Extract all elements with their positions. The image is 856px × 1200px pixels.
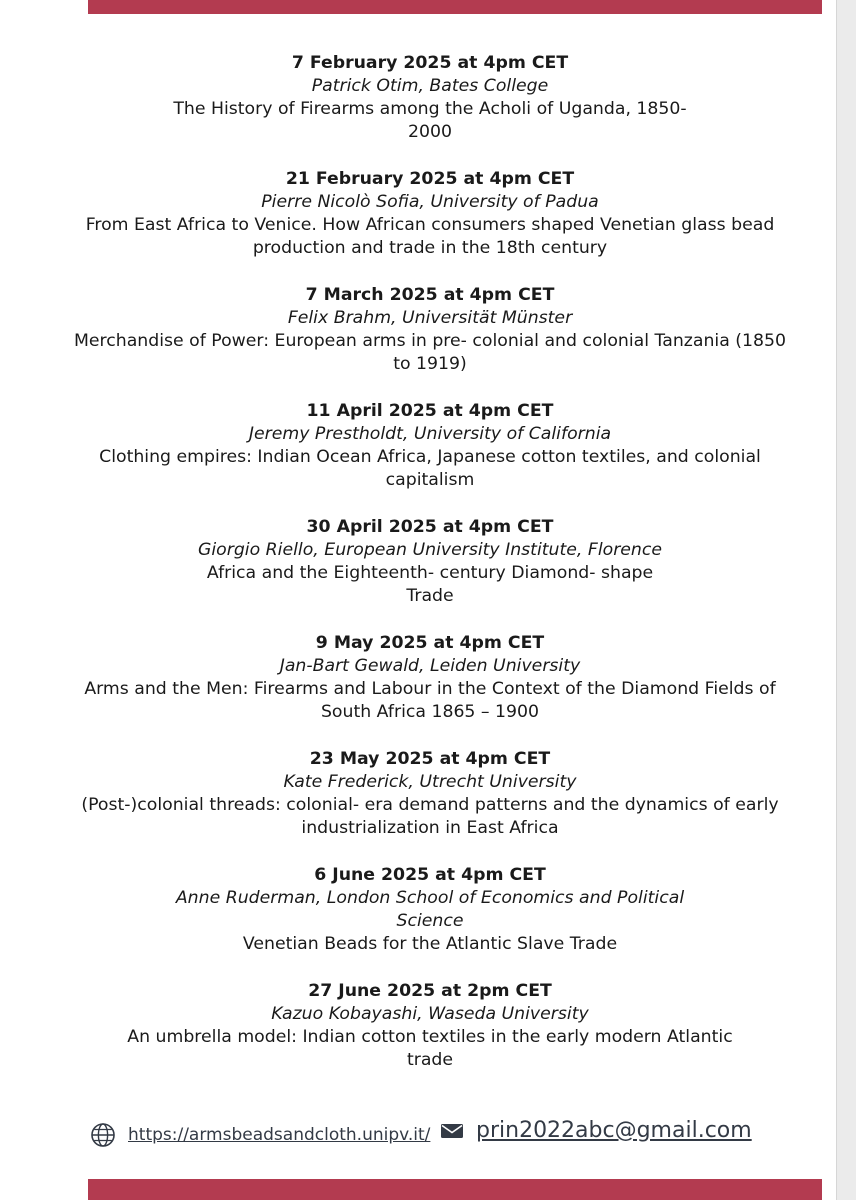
event-speaker-line: Anne Ruderman, London School of Economics and Political (175, 888, 685, 908)
event-date: 7 February 2025 at 4pm CET (291, 53, 569, 73)
event-item (60, 516, 800, 608)
event-item (60, 168, 800, 260)
event-title-line: trade (406, 1050, 454, 1070)
event-item (60, 748, 800, 840)
top-accent-band (88, 0, 822, 14)
envelope-icon (440, 1122, 464, 1140)
website-link[interactable] (90, 1122, 430, 1148)
event-date: 21 February 2025 at 4pm CET (285, 169, 575, 189)
event-title-line: Africa and the Eighteenth- century Diamond- shape (206, 563, 654, 583)
event-title-line: Clothing empires: Indian Ocean Africa, Japanese cotton textiles, and colonial (99, 447, 761, 467)
event-date: 9 May 2025 at 4pm CET (315, 633, 545, 653)
event-speaker-line: Science (396, 911, 464, 931)
event-date: 30 April 2025 at 4pm CET (306, 517, 554, 537)
event-date: 7 March 2025 at 4pm CET (305, 285, 555, 305)
event-speaker: Jeremy Prestholdt, University of California (248, 424, 612, 444)
event-item (60, 864, 800, 956)
page-right-gutter (836, 0, 856, 1200)
event-speaker: Kazuo Kobayashi, Waseda University (271, 1004, 589, 1024)
seminar-schedule (60, 52, 800, 1072)
event-date: 11 April 2025 at 4pm CET (306, 401, 554, 421)
event-title-line: From East Africa to Venice. How African consumers shaped Venetian glass bead (85, 215, 775, 235)
event-item (60, 400, 800, 492)
event-title-line: Arms and the Men: Firearms and Labour in the Context of the Diamond Fields of (84, 679, 776, 699)
event-date: 23 May 2025 at 4pm CET (309, 749, 551, 769)
event-date: 6 June 2025 at 4pm CET (314, 865, 546, 885)
event-speaker: Felix Brahm, Universität Münster (287, 308, 573, 328)
event-speaker: Jan-Bart Gewald, Leiden University (279, 656, 581, 676)
event-speaker: Giorgio Riello, European University Institute, Florence (197, 540, 663, 560)
event-title-line: production and trade in the 18th century (252, 238, 608, 258)
contact-footer (90, 1118, 790, 1158)
event-title-line: South Africa 1865 – 1900 (320, 702, 540, 722)
event-date: 27 June 2025 at 2pm CET (308, 981, 552, 1001)
email-address[interactable]: prin2022abc@gmail.com (476, 1118, 752, 1143)
event-item (60, 980, 800, 1072)
event-title-line: Merchandise of Power: European arms in pre- colonial and colonial Tanzania (1850 (73, 331, 787, 351)
website-url[interactable]: https://armsbeadsandcloth.unipv.it/ (128, 1125, 431, 1145)
event-title-line: capitalism (385, 470, 475, 490)
event-item (60, 284, 800, 376)
event-title-line: An umbrella model: Indian cotton textiles in the early modern Atlantic (127, 1027, 733, 1047)
bottom-accent-band (88, 1179, 822, 1200)
event-item (60, 52, 800, 144)
event-speaker: Kate Frederick, Utrecht University (283, 772, 577, 792)
event-title-line: (Post-)colonial threads: colonial- era demand patterns and the dynamics of early (81, 795, 779, 815)
event-title-line: to 1919) (393, 354, 467, 374)
email-link[interactable] (440, 1118, 752, 1143)
event-speaker: Patrick Otim, Bates College (311, 76, 549, 96)
event-title-line: Trade (406, 586, 454, 606)
event-title-line: The History of Firearms among the Acholi of Uganda, 1850- (173, 99, 687, 119)
globe-icon (90, 1122, 116, 1148)
event-speaker: Pierre Nicolò Sofia, University of Padua (261, 192, 599, 212)
event-title-line: 2000 (408, 122, 452, 142)
event-item (60, 632, 800, 724)
event-title-line: Venetian Beads for the Atlantic Slave Trade (242, 934, 618, 954)
event-title-line: industrialization in East Africa (301, 818, 559, 838)
